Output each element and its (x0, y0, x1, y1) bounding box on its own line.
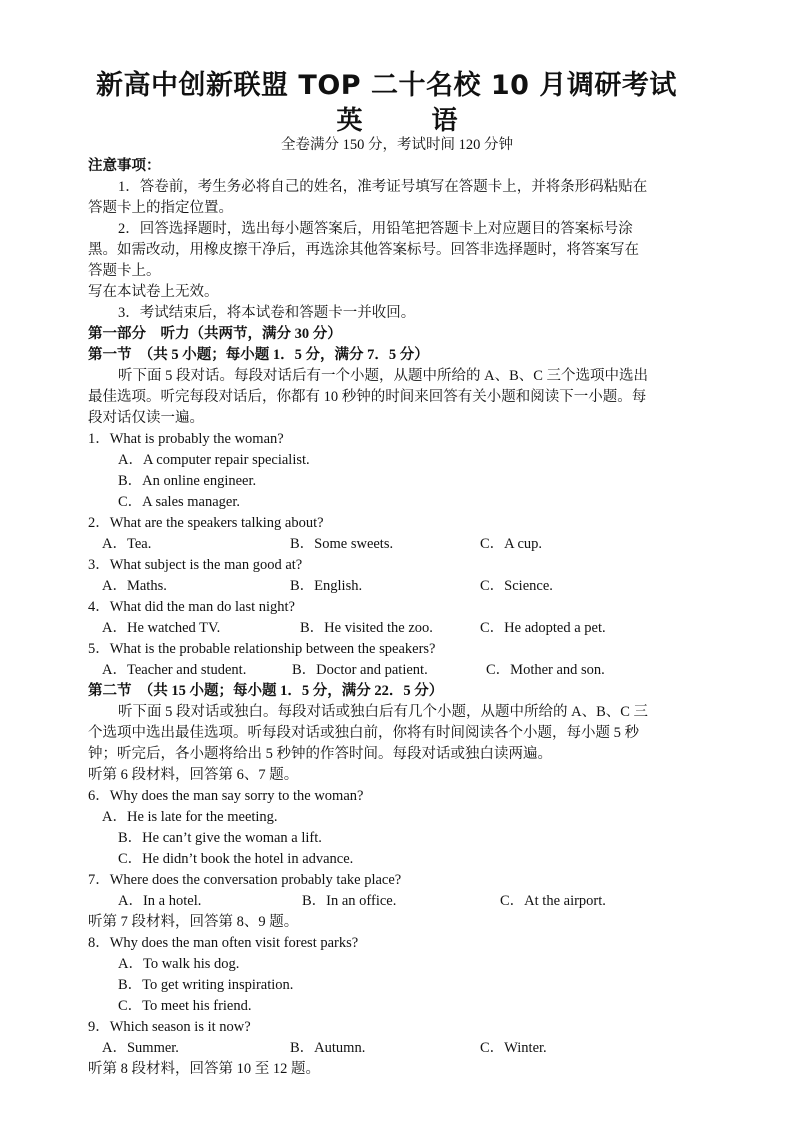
option-c: C．A sales manager. (118, 494, 241, 510)
option-c: C．At the airport. (500, 893, 606, 909)
subject-title: 英 语 (336, 106, 488, 136)
option-b: B．He visited the zoo. (300, 620, 433, 636)
note-line: 答题卡上的指定位置。 (88, 200, 233, 216)
option-c: C．Winter. (480, 1040, 547, 1056)
instruction-line: 个选项中选出最佳选项。听每段对话或独白前，你将有时间阅读各个小题，每小题 5 秒 (88, 725, 639, 741)
part1-heading: 第一部分 听力（共两节，满分 30 分） (88, 326, 342, 342)
option-a: A．Teacher and student. (102, 662, 247, 678)
option-a: A．He watched TV. (102, 620, 221, 636)
question-stem: 4．What did the man do last night? (88, 599, 295, 615)
option-b: B．Doctor and patient. (292, 662, 428, 678)
option-b: B．To get writing inspiration. (118, 977, 294, 993)
note-line: 1．答卷前，考生务必将自己的姓名，准考证号填写在答题卡上，并将条形码粘贴在 (118, 179, 648, 195)
question-stem: 3．What subject is the man good at? (88, 557, 303, 573)
question-stem: 8．Why does the man often visit forest parks? (88, 935, 359, 951)
option-a: A．Summer. (102, 1040, 179, 1056)
option-c: C．To meet his friend. (118, 998, 252, 1014)
exam-title: 新高中创新联盟 TOP 二十名校 10 月调研考试 (96, 70, 677, 101)
option-a: A．Tea. (102, 536, 152, 552)
instruction-line: 钟；听完后，各小题将给出 5 秒钟的作答时间。每段对话或独白读两遍。 (88, 746, 552, 762)
option-b: B．He can’t give the woman a lift. (118, 830, 322, 846)
option-b: B．English. (290, 578, 363, 594)
question-stem: 5．What is the probable relationship between the speakers? (88, 641, 436, 657)
instruction-line: 最佳选项。听完每段对话后，你都有 10 秒钟的时间来回答有关小题和阅读下一小题。每 (88, 389, 647, 405)
option-a: A．In a hotel. (118, 893, 202, 909)
section2-heading: 第二节 （共 15 小题；每小题 1．5 分，满分 22．5 分） (88, 683, 444, 699)
question-stem: 9．Which season is it now? (88, 1019, 251, 1035)
note-line: 2．回答选择题时，选出每小题答案后，用铅笔把答题卡上对应题目的答案标号涂 (118, 221, 633, 237)
option-c: C．He didn’t book the hotel in advance. (118, 851, 354, 867)
option-a: A．To walk his dog. (118, 956, 240, 972)
note-line: 写在本试卷上无效。 (88, 284, 219, 300)
score-info: 全卷满分 150 分，考试时间 120 分钟 (281, 137, 513, 153)
instruction-line: 听下面 5 段对话。每段对话后有一个小题，从题中所给的 A、B、C 三个选项中选出 (118, 368, 649, 384)
question-stem: 6．Why does the man say sorry to the woman? (88, 788, 364, 804)
option-a: A．He is late for the meeting. (102, 809, 278, 825)
option-c: C．He adopted a pet. (480, 620, 606, 636)
note-line: 黑。如需改动，用橡皮擦干净后，再选涂其他答案标号。回答非选择题时，将答案写在 (88, 242, 639, 258)
note-line: 3．考试结束后，将本试卷和答题卡一并收回。 (118, 305, 416, 321)
note-line: 答题卡上。 (88, 263, 161, 279)
question-stem: 7．Where does the conversation probably take place? (88, 872, 402, 888)
material-note: 听第 6 段材料，回答第 6、7 题。 (88, 767, 299, 783)
option-a: A．Maths. (102, 578, 167, 594)
option-c: C．A cup. (480, 536, 543, 552)
option-b: B．An online engineer. (118, 473, 257, 489)
option-b: B．In an office. (302, 893, 397, 909)
option-b: B．Autumn. (290, 1040, 366, 1056)
question-stem: 2．What are the speakers talking about? (88, 515, 324, 531)
material-note: 听第 7 段材料，回答第 8、9 题。 (88, 914, 299, 930)
material-note: 听第 8 段材料，回答第 10 至 12 题。 (88, 1061, 320, 1077)
option-a: A．A computer repair specialist. (118, 452, 310, 468)
instruction-line: 段对话仅读一遍。 (88, 410, 204, 426)
option-c: C．Mother and son. (486, 662, 605, 678)
question-stem: 1．What is probably the woman? (88, 431, 284, 447)
instruction-line: 听下面 5 段对话或独白。每段对话或独白后有几个小题，从题中所给的 A、B、C 三 (118, 704, 649, 720)
option-c: C．Science. (480, 578, 553, 594)
notes-heading: 注意事项： (88, 158, 161, 174)
option-b: B．Some sweets. (290, 536, 394, 552)
section1-heading: 第一节 （共 5 小题；每小题 1．5 分，满分 7．5 分） (88, 347, 429, 363)
